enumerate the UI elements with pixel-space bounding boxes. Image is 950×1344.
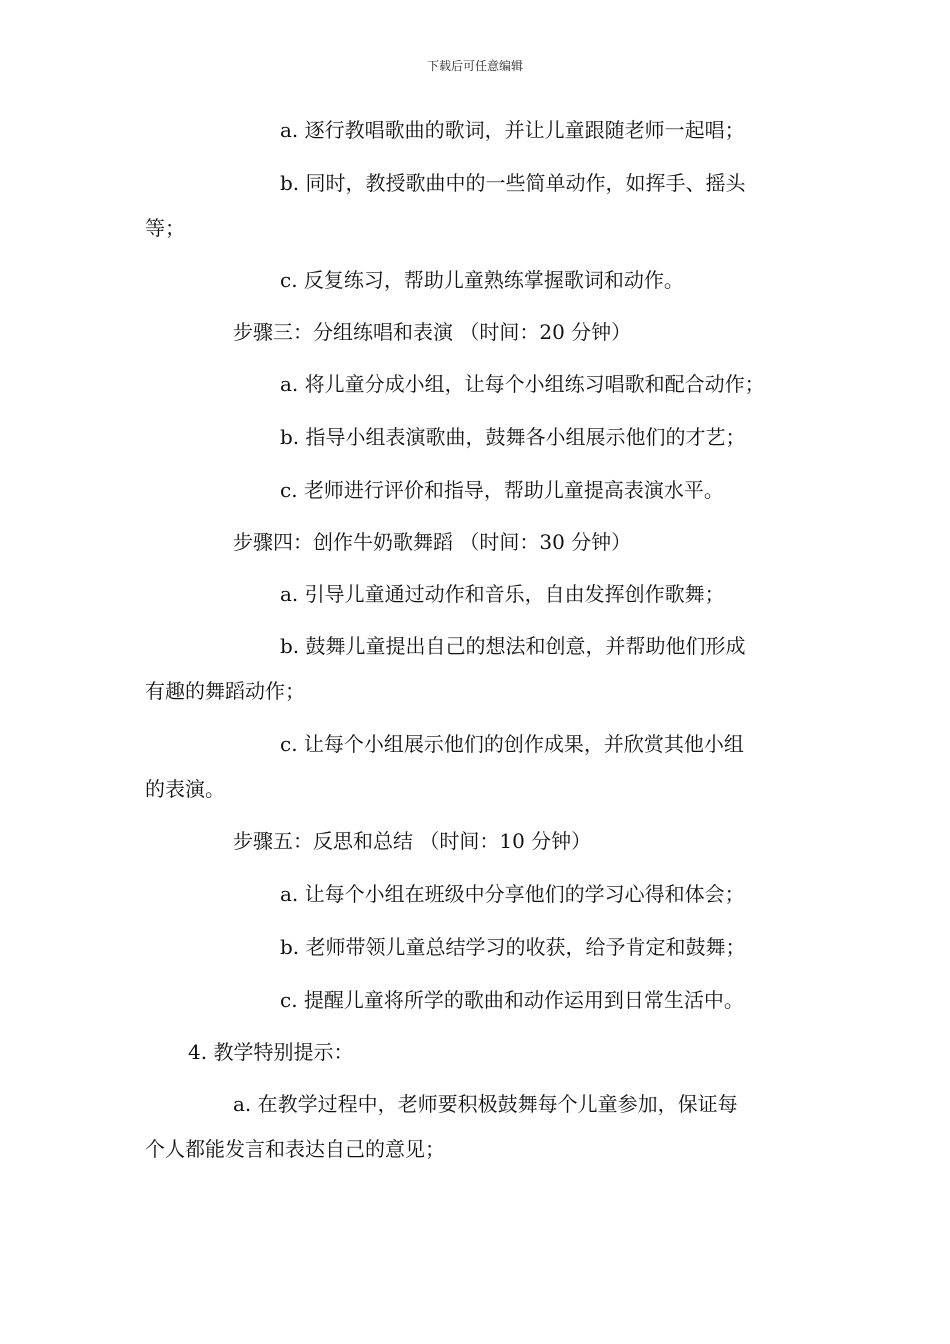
text-line: b. 指导小组表演歌曲，鼓舞各小组展示他们的才艺； <box>280 425 746 449</box>
section-heading: 步骤三：分组练唱和表演 （时间：20 分钟） <box>233 320 632 344</box>
text-line: c. 老师进行评价和指导，帮助儿童提高表演水平。 <box>280 478 724 502</box>
text-line: a. 在教学过程中，老师要积极鼓舞每个儿童参加，保证每 <box>233 1092 738 1116</box>
section-heading: 步骤四：创作牛奶歌舞蹈 （时间：30 分钟） <box>233 530 632 554</box>
text-line: b. 同时，教授歌曲中的一些简单动作，如挥手、摇头 <box>280 171 746 195</box>
page-header: 下载后可任意编辑 <box>426 59 523 73</box>
text-line: a. 将儿童分成小组，让每个小组练习唱歌和配合动作； <box>280 372 765 396</box>
text-line: 的表演。 <box>145 777 225 801</box>
text-line: c. 提醒儿童将所学的歌曲和动作运用到日常生活中。 <box>280 988 744 1012</box>
text-line: 有趣的舞蹈动作； <box>145 679 305 703</box>
text-line: b. 鼓舞儿童提出自己的想法和创意，并帮助他们形成 <box>280 634 746 658</box>
text-line: b. 老师带领儿童总结学习的收获，给予肯定和鼓舞； <box>280 935 746 959</box>
section-heading: 4. 教学特别提示： <box>188 1040 354 1064</box>
section-heading: 步骤五：反思和总结 （时间：10 分钟） <box>233 829 592 853</box>
text-line: a. 让每个小组在班级中分享他们的学习心得和体会； <box>280 882 745 906</box>
text-line: 个人都能发言和表达自己的意见； <box>145 1137 445 1161</box>
text-line: 等； <box>145 216 185 240</box>
text-line: a. 逐行教唱歌曲的歌词，并让儿童跟随老师一起唱； <box>280 118 745 142</box>
text-line: a. 引导儿童通过动作和音乐，自由发挥创作歌舞； <box>280 582 725 606</box>
text-line: c. 反复练习，帮助儿童熟练掌握歌词和动作。 <box>280 268 684 292</box>
text-line: c. 让每个小组展示他们的创作成果，并欣赏其他小组 <box>280 732 744 756</box>
